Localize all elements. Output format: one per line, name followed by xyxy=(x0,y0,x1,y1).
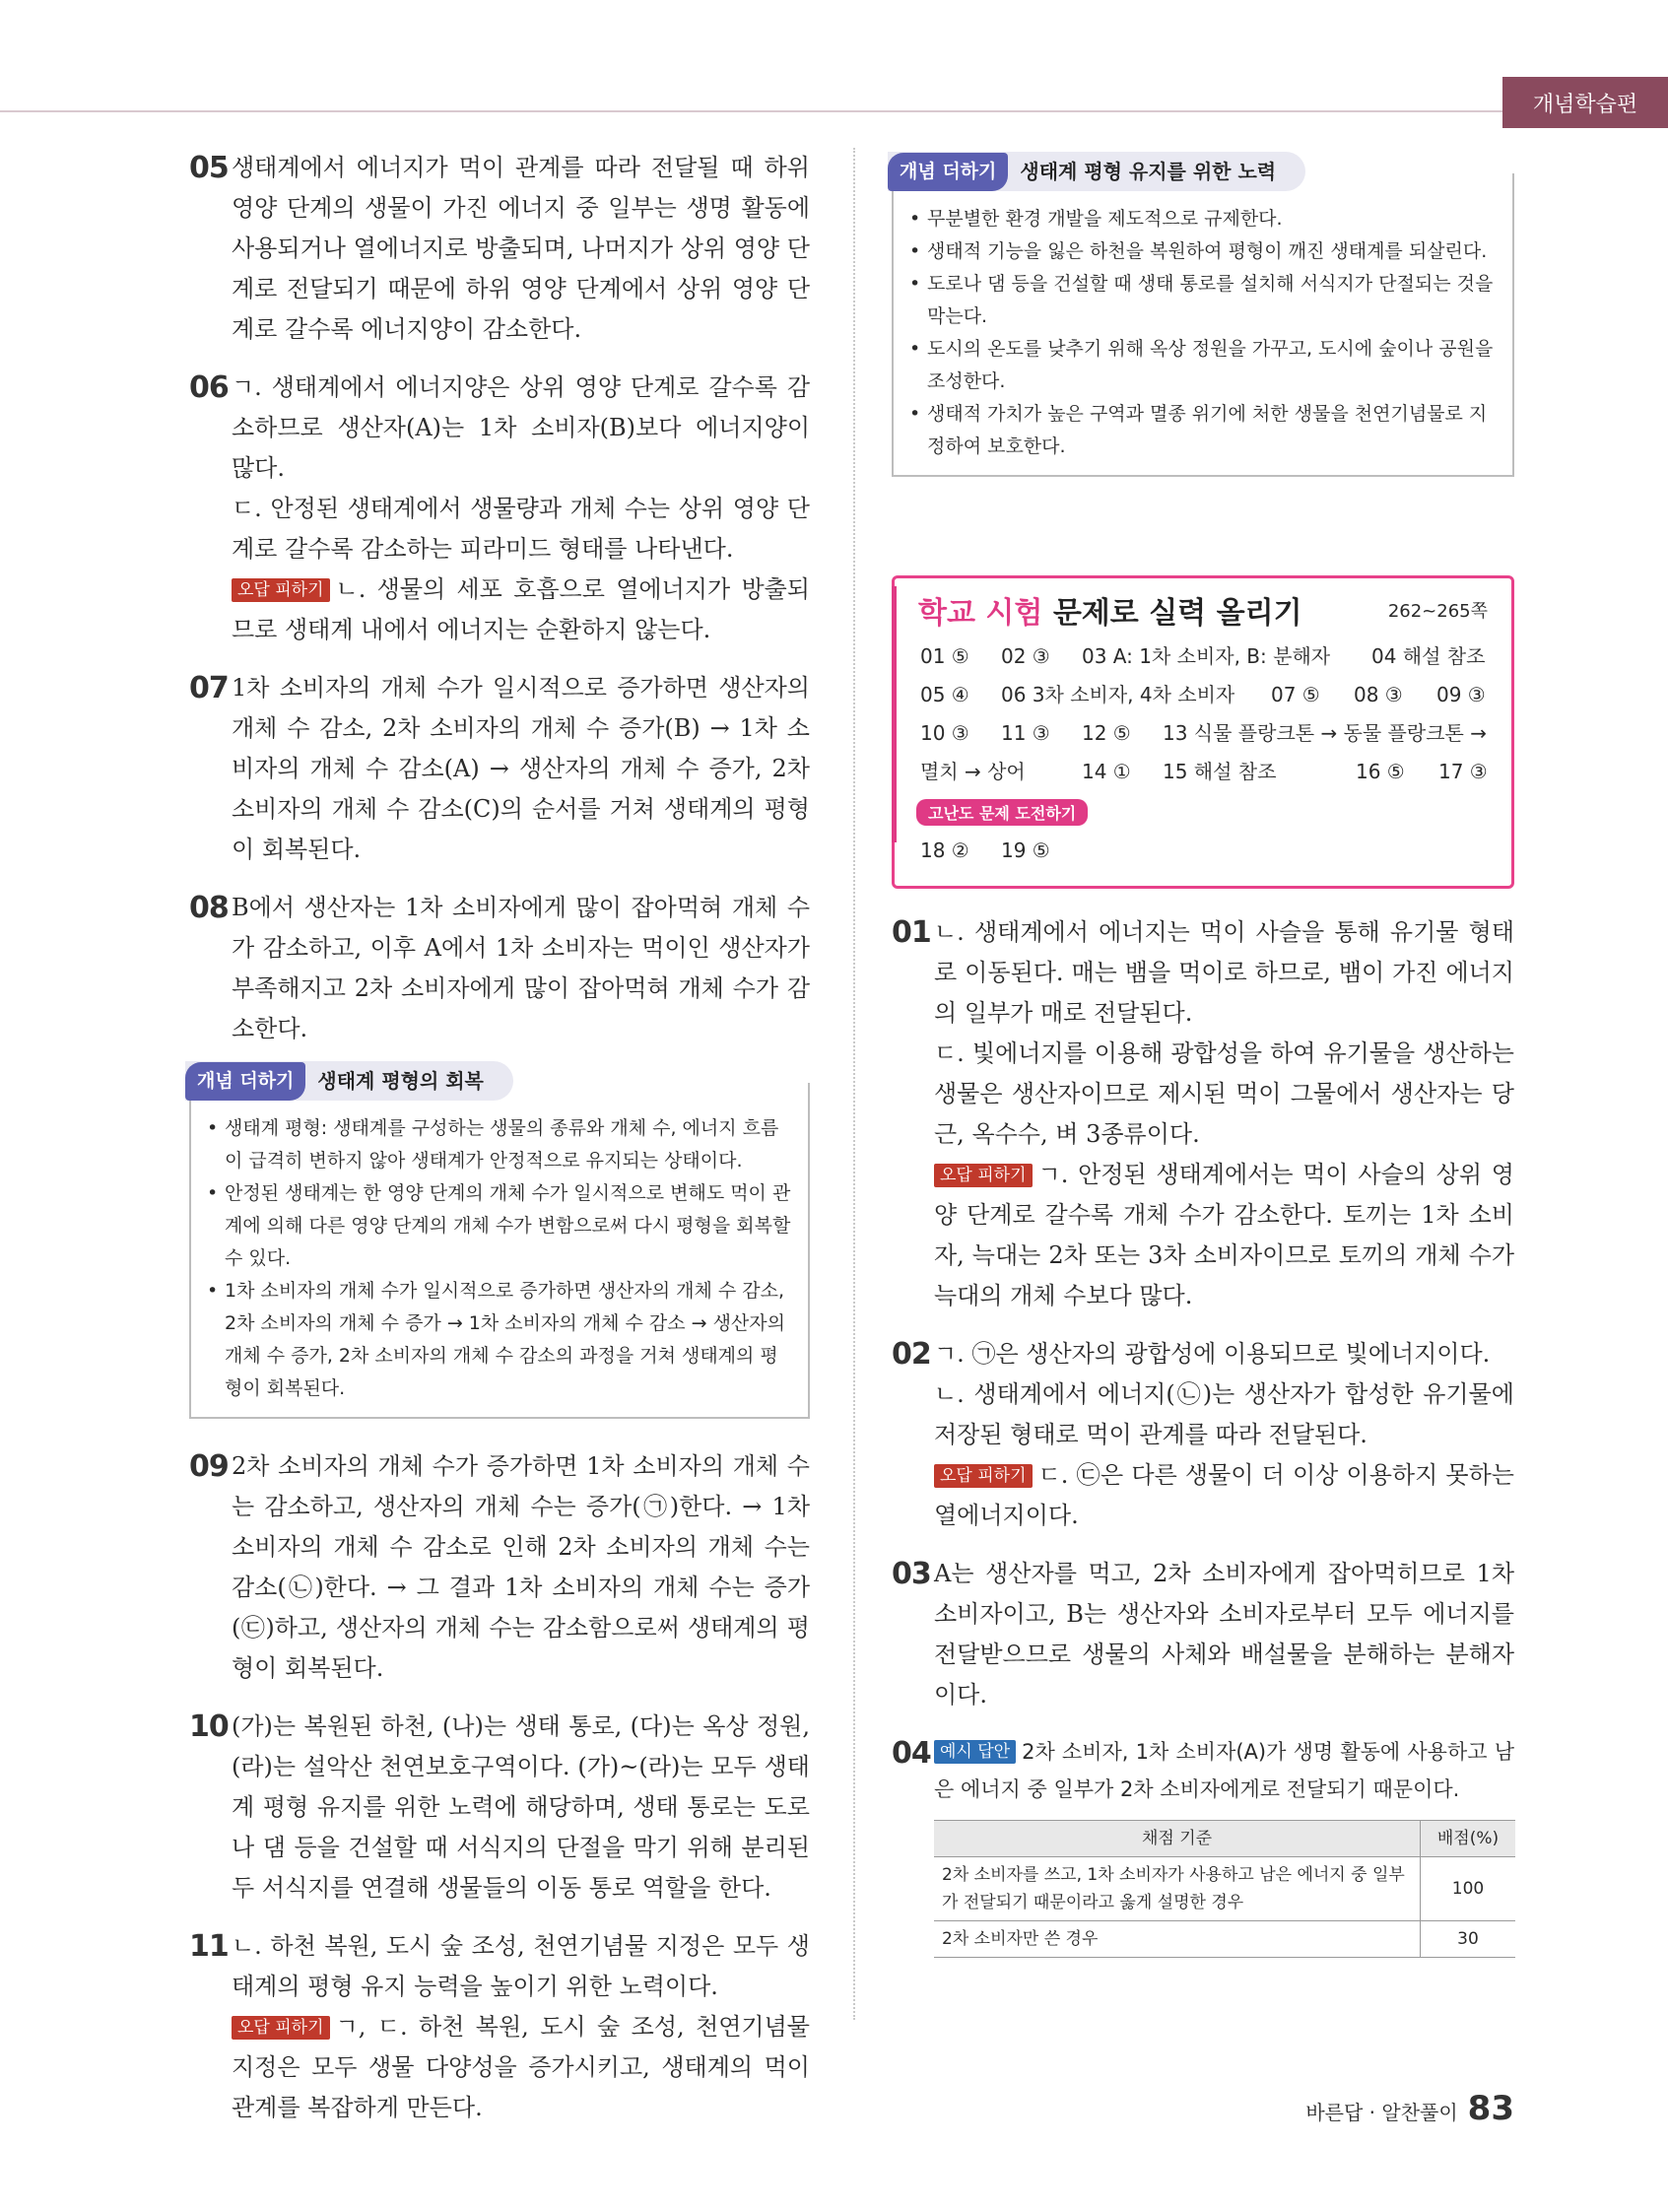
concept-bullet: • 1차 소비자의 개체 수가 일시적으로 증가하면 생산자의 개체 수 감소, 2차 소비자의 개체 수 증가 → 1차 소비자의 개체 수 감소 → 생산자의 개체 수 증가, 2차 소비자의 개체 수 감소의 과정을 거쳐 생태계의 평형이 회복된다. xyxy=(221,1275,792,1405)
item-number: 05 xyxy=(189,151,229,185)
right-column xyxy=(892,148,1514,1976)
item-text-2: ㄷ. 안정된 생태계에서 생물량과 개체 수는 상위 영양 단계로 갈수록 감소하는 피라미드 형태를 나타낸다. xyxy=(232,495,810,563)
item-wrong-note xyxy=(232,2007,810,2128)
item-number: 03 xyxy=(892,1557,931,1591)
item-text: B에서 생산자는 1차 소비자에게 많이 잡아먹혀 개체 수가 감소하고, 이후 A에서 1차 소비자는 먹이인 생산자가 부족해지고 2차 소비자에게 많이 잡아먹혀 개체 수가 감소한다. xyxy=(232,894,810,1042)
answer-item-07 xyxy=(189,668,810,870)
table-cell: 2차 소비자를 쓰고, 1차 소비자가 사용하고 남은 에너지 중 일부가 전달되기 때문이라고 옳게 설명한 경우 xyxy=(934,1857,1421,1921)
item-number: 02 xyxy=(892,1337,931,1372)
item-wrong-note xyxy=(934,1155,1514,1316)
concept-bullet: • 생태적 가치가 높은 구역과 멸종 위기에 처한 생물을 천연기념물로 지정하여 보호한다. xyxy=(923,398,1497,463)
table-header: 채점 기준 xyxy=(934,1821,1421,1857)
concept-title: 생태계 평형의 회복 xyxy=(317,1068,484,1093)
concept-bullet: • 안정된 생태계는 한 영양 단계의 개체 수가 일시적으로 변해도 먹이 관계에 의해 다른 영양 단계의 개체 수가 변함으로써 다시 평형을 회복할 수 있다. xyxy=(221,1177,792,1275)
header-rule xyxy=(0,110,1502,112)
concept-box-ecosystem-recovery xyxy=(189,1068,810,1419)
concept-box-header xyxy=(888,152,1305,191)
answer-item-05 xyxy=(189,148,810,350)
answer-item-10 xyxy=(189,1707,810,1909)
footer-label: 바른답 · 알찬풀이 xyxy=(1305,2101,1458,2124)
concept-bullet: • 무분별한 환경 개발을 제도적으로 규제한다. xyxy=(923,203,1497,235)
item-text: 생태계에서 에너지가 먹이 관계를 따라 전달될 때 하위 영양 단계의 생물이 가진 에너지 중 일부는 생명 활동에 사용되거나 열에너지로 방출되며, 나머지가 상위 영양 단계로 전달되기 때문에 하위 영양 단계에서 상위 영양 단계로 갈수록 에너지양이 감소한다. xyxy=(232,154,810,343)
decorative-pipe xyxy=(892,586,906,842)
answer-item-09 xyxy=(189,1446,810,1689)
table-row xyxy=(934,1921,1515,1958)
answer-item-r02 xyxy=(892,1334,1514,1536)
answer-item-06 xyxy=(189,368,810,650)
page-footer xyxy=(1305,2089,1514,2128)
item-number: 04 xyxy=(892,1736,931,1771)
item-text: ㄱ. ㉠은 생산자의 광합성에 이용되므로 빛에너지이다. xyxy=(934,1340,1491,1368)
item-text: ㄱ. 생태계에서 에너지양은 상위 영양 단계로 갈수록 감소하므로 생산자(A)는 1차 소비자(B)보다 에너지양이 많다. xyxy=(232,373,810,482)
table-cell: 30 xyxy=(1421,1921,1516,1958)
table-cell: 100 xyxy=(1421,1857,1516,1921)
wrong-answer-badge: 오답 피하기 xyxy=(934,1164,1033,1187)
answer-row: 10 ③ 11 ③ 12 ⑤ 13 식물 플랑크톤 → 동물 플랑크톤 → xyxy=(920,721,1487,745)
item-text: 2차 소비자, 1차 소비자(A)가 생명 활동에 사용하고 남은 에너지 중 일부가 2차 소비자에게로 전달되기 때문이다. xyxy=(934,1740,1514,1801)
concept-bullet: • 생태계 평형: 생태계를 구성하는 생물의 종류와 개체 수, 에너지 흐름이 급격히 변하지 않아 생태계가 안정적으로 유지되는 상태이다. xyxy=(221,1112,792,1177)
wrong-answer-badge: 오답 피하기 xyxy=(232,578,330,602)
item-number: 01 xyxy=(892,915,931,950)
table-header: 배점(%) xyxy=(1421,1821,1516,1857)
item-wrong-note xyxy=(934,1455,1514,1536)
item-text-2: ㄷ. 빛에너지를 이용해 광합성을 하여 유기물을 생산하는 생물은 생산자이므로 제시된 먹이 그물에서 생산자는 당근, 옥수수, 벼 3종류이다. xyxy=(934,1039,1514,1148)
item-number: 10 xyxy=(189,1709,229,1744)
school-box-header xyxy=(895,578,1511,637)
advanced-problems-label: 고난도 문제 도전하기 xyxy=(916,799,1088,826)
item-number: 06 xyxy=(189,370,229,405)
wrong-answer-badge: 오답 피하기 xyxy=(232,2016,330,2040)
concept-bullet: • 도시의 온도를 낮추기 위해 옥상 정원을 가꾸고, 도시에 숲이나 공원을 조성한다. xyxy=(923,333,1497,398)
concept-box-balance-effort xyxy=(892,159,1514,477)
item-number: 11 xyxy=(189,1929,229,1964)
page-range: 262~265쪽 xyxy=(1387,601,1488,622)
answer-row: 멸치 → 상어 14 ① 15 해설 참조 16 ⑤ 17 ③ xyxy=(920,760,1488,783)
item-text: 2차 소비자의 개체 수가 증가하면 1차 소비자의 개체 수는 감소하고, 생산자의 개체 수는 증가(㉠)한다. → 1차 소비자의 개체 수 감소로 인해 2차 소비자의 개체 수는 감소(㉡)한다. → 그 결과 1차 소비자의 개체 수는 증가(㉢)하고, 생산자의 개체 수는 감소함으로써 생태계의 평형이 회복된다. xyxy=(232,1452,810,1682)
example-answer-badge: 예시 답안 xyxy=(934,1740,1016,1764)
wrong-answer-badge: 오답 피하기 xyxy=(934,1464,1033,1488)
answer-item-r03 xyxy=(892,1554,1514,1715)
school-exam-answer-box xyxy=(892,575,1514,889)
table-header-row xyxy=(934,1821,1515,1857)
answer-item-11 xyxy=(189,1926,810,2128)
item-number: 09 xyxy=(189,1449,229,1484)
column-divider xyxy=(853,148,855,2020)
answer-row: 01 ⑤ 02 ③ 03 A: 1차 소비자, B: 분해자 04 해설 참조 xyxy=(920,644,1486,668)
item-example-answer xyxy=(934,1733,1514,1808)
section-tab: 개념학습편 xyxy=(1502,77,1668,128)
page-number: 83 xyxy=(1467,2089,1514,2128)
concept-title: 생태계 평형 유지를 위한 노력 xyxy=(1020,159,1277,183)
item-wrong-note xyxy=(232,570,810,650)
item-text-3: ㄱ. 안정된 생태계에서는 먹이 사슬의 상위 영양 단계로 갈수록 개체 수가 감소한다. 토끼는 1차 소비자, 늑대는 2차 또는 3차 소비자이므로 토끼의 개체 수가 늑대의 개체 수보다 많다. xyxy=(934,1161,1514,1309)
item-text-2: ㄴ. 생태계에서 에너지(㉡)는 생산자가 합성한 유기물에 저장된 형태로 먹이 관계를 따라 전달된다. xyxy=(934,1380,1514,1448)
table-row xyxy=(934,1857,1515,1921)
item-text-3: ㄷ. ㉢은 다른 생물이 더 이상 이용하지 못하는 열에너지이다. xyxy=(934,1461,1514,1529)
item-text: ㄴ. 생태계에서 에너지는 먹이 사슬을 통해 유기물 형태로 이동된다. 매는 뱀을 먹이로 하므로, 뱀이 가진 에너지의 일부가 매로 전달된다. xyxy=(934,918,1514,1027)
answer-item-r01 xyxy=(892,912,1514,1316)
answer-row-advanced: 18 ② 19 ⑤ xyxy=(920,838,1050,862)
concept-bullet: • 도로나 댐 등을 건설할 때 생태 통로를 설치해 서식지가 단절되는 것을 막는다. xyxy=(923,268,1497,333)
answer-item-r04 xyxy=(892,1733,1514,1958)
item-text: (가)는 복원된 하천, (나)는 생태 통로, (다)는 옥상 정원, (라)는 설악산 천연보호구역이다. (가)~(라)는 모두 생태계 평형 유지를 위한 노력에 해당하며, 생태 통로는 도로나 댐 등을 건설할 때 서식지의 단절을 막기 위해 분리된 두 서식지를 연결해 생물들의 이동 통로 역할을 한다. xyxy=(232,1712,810,1902)
scoring-table xyxy=(934,1820,1515,1958)
left-column xyxy=(189,148,810,2146)
answer-item-08 xyxy=(189,888,810,1049)
answer-row: 05 ④ 06 3차 소비자, 4차 소비자 07 ⑤ 08 ③ 09 ③ xyxy=(920,683,1486,706)
item-number: 08 xyxy=(189,891,229,925)
item-number: 07 xyxy=(189,671,229,705)
concept-list xyxy=(207,1112,792,1405)
concept-box-header xyxy=(185,1061,513,1101)
table-cell: 2차 소비자만 쓴 경우 xyxy=(934,1921,1421,1958)
item-text: 1차 소비자의 개체 수가 일시적으로 증가하면 생산자의 개체 수 감소, 2차 소비자의 개체 수 증가(B) → 1차 소비자의 개체 수 감소(A) → 생산자의 개체 수 증가, 2차 소비자의 개체 수 감소(C)의 순서를 거쳐 생태계의 평형이 회복된다. xyxy=(232,674,810,863)
concept-tag: 개념 더하기 xyxy=(185,1062,305,1101)
item-text: A는 생산자를 먹고, 2차 소비자에게 잡아먹히므로 1차 소비자이고, B는 생산자와 소비자로부터 모두 에너지를 전달받으므로 생물의 사체와 배설물을 분해하는 분해자이다. xyxy=(934,1560,1514,1709)
concept-bullet: • 생태적 기능을 잃은 하천을 복원하여 평형이 깨진 생태계를 되살린다. xyxy=(923,235,1497,268)
item-text: ㄴ. 하천 복원, 도시 숲 조성, 천연기념물 지정은 모두 생태계의 평형 유지 능력을 높이기 위한 노력이다. xyxy=(232,1932,810,2000)
concept-tag: 개념 더하기 xyxy=(888,153,1008,191)
item-text-3: ㄴ. 생물의 세포 호흡으로 열에너지가 방출되므로 생태계 내에서 에너지는 순환하지 않는다. xyxy=(232,575,810,643)
school-box-title: 학교 시험 문제로 실력 올리기 xyxy=(918,596,1302,631)
concept-list xyxy=(909,203,1497,463)
item-text-2: ㄱ, ㄷ. 하천 복원, 도시 숲 조성, 천연기념물 지정은 모두 생물 다양성을 증가시키고, 생태계의 먹이 관계를 복잡하게 만든다. xyxy=(232,2013,810,2121)
